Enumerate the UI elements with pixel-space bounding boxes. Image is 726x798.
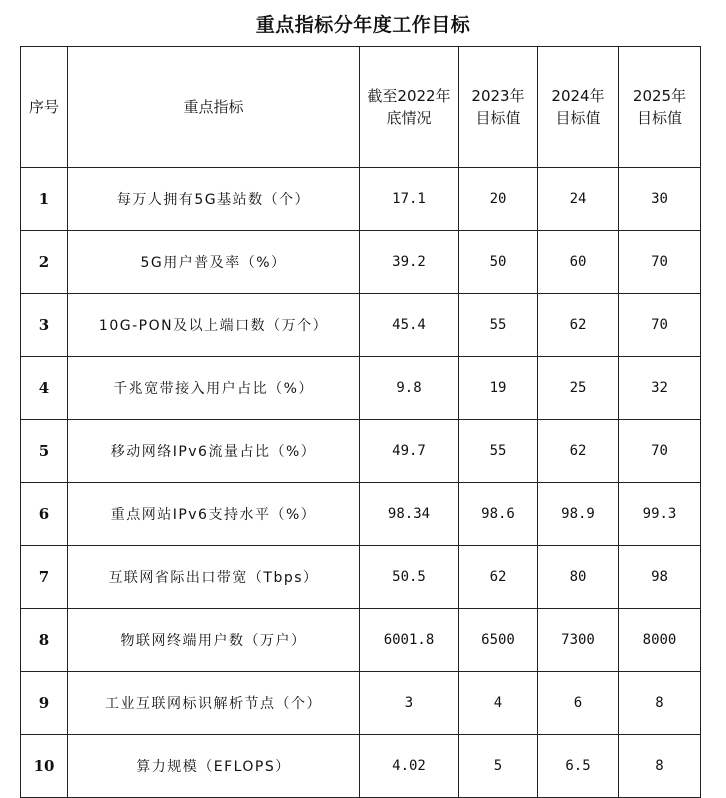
row-indicator: 物联网终端用户数（万户）	[68, 609, 360, 672]
row-indicator: 重点网站IPv6支持水平（%）	[68, 483, 360, 546]
row-index: 2	[21, 231, 68, 294]
row-index: 5	[21, 420, 68, 483]
row-target-2024: 24	[538, 168, 619, 231]
row-target-2024: 25	[538, 357, 619, 420]
row-baseline-2022: 39.2	[360, 231, 459, 294]
row-index: 10	[21, 735, 68, 798]
row-indicator: 工业互联网标识解析节点（个）	[68, 672, 360, 735]
header-target-2024: 2024年 目标值	[538, 47, 619, 168]
document-title: 重点指标分年度工作目标	[255, 14, 471, 36]
row-target-2025: 32	[619, 357, 701, 420]
row-baseline-2022: 3	[360, 672, 459, 735]
row-indicator: 互联网省际出口带宽（Tbps）	[68, 546, 360, 609]
row-target-2023: 19	[459, 357, 538, 420]
row-target-2023: 6500	[459, 609, 538, 672]
table-row	[21, 609, 701, 672]
row-target-2024: 98.9	[538, 483, 619, 546]
table-row	[21, 483, 701, 546]
row-target-2025: 8	[619, 672, 701, 735]
row-target-2024: 62	[538, 420, 619, 483]
row-target-2023: 55	[459, 420, 538, 483]
row-target-2024: 6.5	[538, 735, 619, 798]
row-index: 1	[21, 168, 68, 231]
row-target-2025: 70	[619, 231, 701, 294]
row-baseline-2022: 4.02	[360, 735, 459, 798]
row-baseline-2022: 98.34	[360, 483, 459, 546]
row-target-2024: 62	[538, 294, 619, 357]
row-index: 7	[21, 546, 68, 609]
row-index: 9	[21, 672, 68, 735]
header-target-2025: 2025年 目标值	[619, 47, 701, 168]
row-indicator: 千兆宽带接入用户占比（%）	[68, 357, 360, 420]
row-indicator: 10G-PON及以上端口数（万个）	[68, 294, 360, 357]
targets-table	[20, 46, 701, 798]
table-row	[21, 294, 701, 357]
row-indicator: 5G用户普及率（%）	[68, 231, 360, 294]
table-row	[21, 672, 701, 735]
row-index: 4	[21, 357, 68, 420]
row-target-2025: 70	[619, 294, 701, 357]
row-baseline-2022: 17.1	[360, 168, 459, 231]
row-indicator: 算力规模（EFLOPS）	[68, 735, 360, 798]
row-baseline-2022: 6001.8	[360, 609, 459, 672]
table-header-row	[21, 47, 701, 168]
header-target-2023: 2023年 目标值	[459, 47, 538, 168]
table-row	[21, 168, 701, 231]
row-target-2024: 6	[538, 672, 619, 735]
row-baseline-2022: 45.4	[360, 294, 459, 357]
row-target-2023: 98.6	[459, 483, 538, 546]
row-baseline-2022: 50.5	[360, 546, 459, 609]
row-indicator: 每万人拥有5G基站数（个）	[68, 168, 360, 231]
row-target-2023: 4	[459, 672, 538, 735]
header-baseline-2022: 截至2022年 底情况	[360, 47, 459, 168]
header-indicator: 重点指标	[68, 47, 360, 168]
table-row	[21, 420, 701, 483]
row-target-2025: 70	[619, 420, 701, 483]
row-target-2023: 5	[459, 735, 538, 798]
table-row	[21, 735, 701, 798]
row-target-2023: 55	[459, 294, 538, 357]
row-baseline-2022: 49.7	[360, 420, 459, 483]
table-row	[21, 546, 701, 609]
row-target-2025: 8000	[619, 609, 701, 672]
row-target-2024: 60	[538, 231, 619, 294]
table-row	[21, 357, 701, 420]
row-target-2025: 8	[619, 735, 701, 798]
row-index: 8	[21, 609, 68, 672]
row-target-2024: 7300	[538, 609, 619, 672]
row-target-2023: 20	[459, 168, 538, 231]
row-target-2025: 30	[619, 168, 701, 231]
row-index: 3	[21, 294, 68, 357]
row-index: 6	[21, 483, 68, 546]
row-target-2023: 62	[459, 546, 538, 609]
row-baseline-2022: 9.8	[360, 357, 459, 420]
row-target-2024: 80	[538, 546, 619, 609]
header-index: 序号	[21, 47, 68, 168]
row-target-2023: 50	[459, 231, 538, 294]
row-target-2025: 99.3	[619, 483, 701, 546]
row-indicator: 移动网络IPv6流量占比（%）	[68, 420, 360, 483]
table-row	[21, 231, 701, 294]
row-target-2025: 98	[619, 546, 701, 609]
